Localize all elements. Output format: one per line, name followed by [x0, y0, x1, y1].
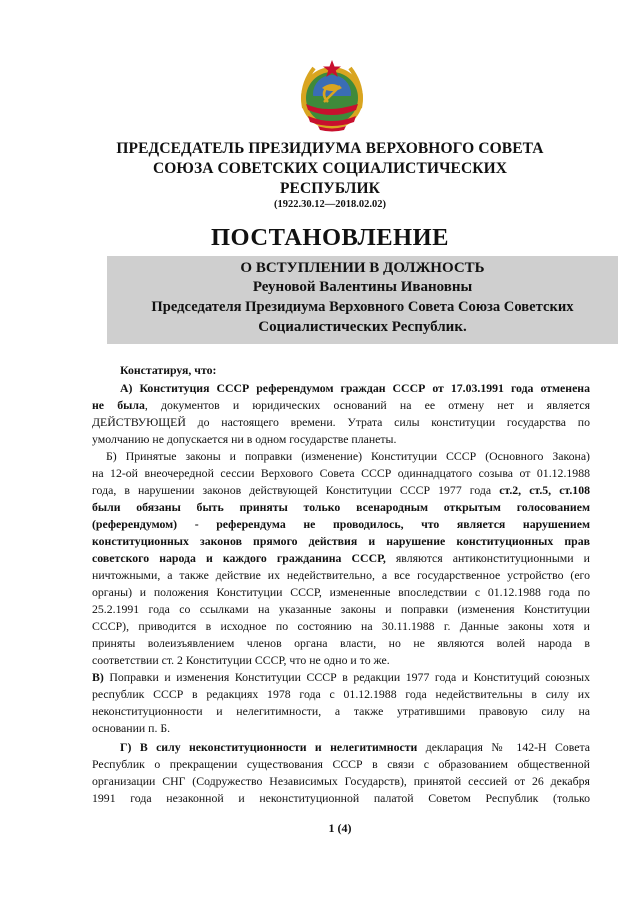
para-g-line: 1991 года незаконной и неконституционной палатой Советом Республик (только: [92, 791, 590, 805]
para-g-line: Г) В силу неконституционности и нелегитимности декларация № 142-Н Совета: [120, 740, 590, 754]
para-b-line: (референдумом) - референдума не проводилось, что является нарушением: [92, 517, 590, 531]
para-b-line: соответствии ст. 2 Конституции СССР, что не одно и то же.: [92, 653, 390, 667]
para-v-line: В) Поправки и изменения Конституции СССР в редакции 1977 года и Конституций союзных: [92, 670, 590, 684]
para-g-line: Республик о прекращении существования СССР в связи с образованием общественной: [92, 757, 590, 771]
para-b-line: органы) и положения Конституции СССР, измененные впоследствии с 01.12.1988 года по: [92, 585, 590, 599]
para-b-line: конституционных законов прямого действия и нарушение конституционных прав: [92, 534, 590, 548]
header-line-3: РЕСПУБЛИК: [279, 180, 381, 197]
subtitle-line-1: О ВСТУПЛЕНИИ В ДОЛЖНОСТЬ: [240, 260, 485, 276]
subtitle-line-4: Социалистических Республик.: [258, 319, 467, 335]
para-a-line: А) Конституция СССР референдумом граждан СССР от 17.03.1991 года отменена: [120, 381, 590, 395]
subtitle-line-2: Реуновой Валентины Ивановны: [252, 279, 473, 295]
para-b-line: Б) Принятые законы и поправки (изменение) Конституции СССР (Основного Закона): [106, 449, 590, 463]
para-a-line: ДЕЙСТВУЮЩЕЙ до настоящего времени. Утрата силы конституции государства по: [92, 415, 590, 429]
para-a-line: не была, документов и юридических оснований на ее отмену нет и является: [92, 398, 591, 412]
document-title: ПОСТАНОВЛЕНИЕ: [211, 224, 449, 251]
para-b-line: приняты волеизъявлением членов органа власти, но не являются волей народа в: [92, 636, 590, 650]
para-v-line: неконституционности и нелегитимности, а также утратившими правовую силу на: [92, 704, 590, 718]
para-b-line: на 12-ой внеочередной сессии Верхового Совета СССР одиннадцатого созыва от 01.12.1988: [92, 466, 590, 480]
ussr-emblem-icon: [298, 58, 366, 132]
para-b-line: советского народа и каждого гражданина СССР, являются антиконституционными и: [92, 551, 590, 565]
subtitle-line-3: Председателя Президиума Верховного Совета Союза Советских: [151, 299, 574, 315]
para-b-line: ничтожными, а также действие их недействительно, а все государственное устройство (его: [92, 568, 590, 582]
para-a-line: умолчанию не допускается ни в одном государстве планеты.: [92, 432, 397, 446]
page-number: 1 (4): [328, 821, 352, 835]
header-line-1: ПРЕДСЕДАТЕЛЬ ПРЕЗИДИУМА ВЕРХОВНОГО СОВЕТА: [116, 140, 544, 157]
para-v-line: основании п. Б.: [92, 721, 171, 735]
para-b-line: 25.2.1991 года со ссылками на указанные законы и поправки (изменения Конституции: [92, 602, 590, 616]
header-dates: (1922.30.12—2018.02.02): [274, 199, 386, 210]
para-v-line: республик СССР в редакциях 1978 года с 01.12.1988 года недействительны в силу их: [92, 687, 590, 701]
para-g-line: организации СНГ (Содружество Независимых Государств), принятой сессией от 26 декабря: [92, 774, 590, 788]
para-b-line: СССР), приводится в исходное по состоянию на 30.11.1988 г. Данные законы хотя и: [92, 619, 590, 633]
intro-text: Констатируя, что:: [120, 363, 217, 377]
para-b-line: были обязаны быть приняты только всенародным открытым голосованием: [92, 500, 590, 514]
para-b-line: года, в нарушении законов действующей Конституции СССР 1977 года ст.2, ст.5, ст.108: [92, 483, 590, 497]
header-line-2: СОЮЗА СОВЕТСКИХ СОЦИАЛИСТИЧЕСКИХ: [152, 160, 508, 177]
